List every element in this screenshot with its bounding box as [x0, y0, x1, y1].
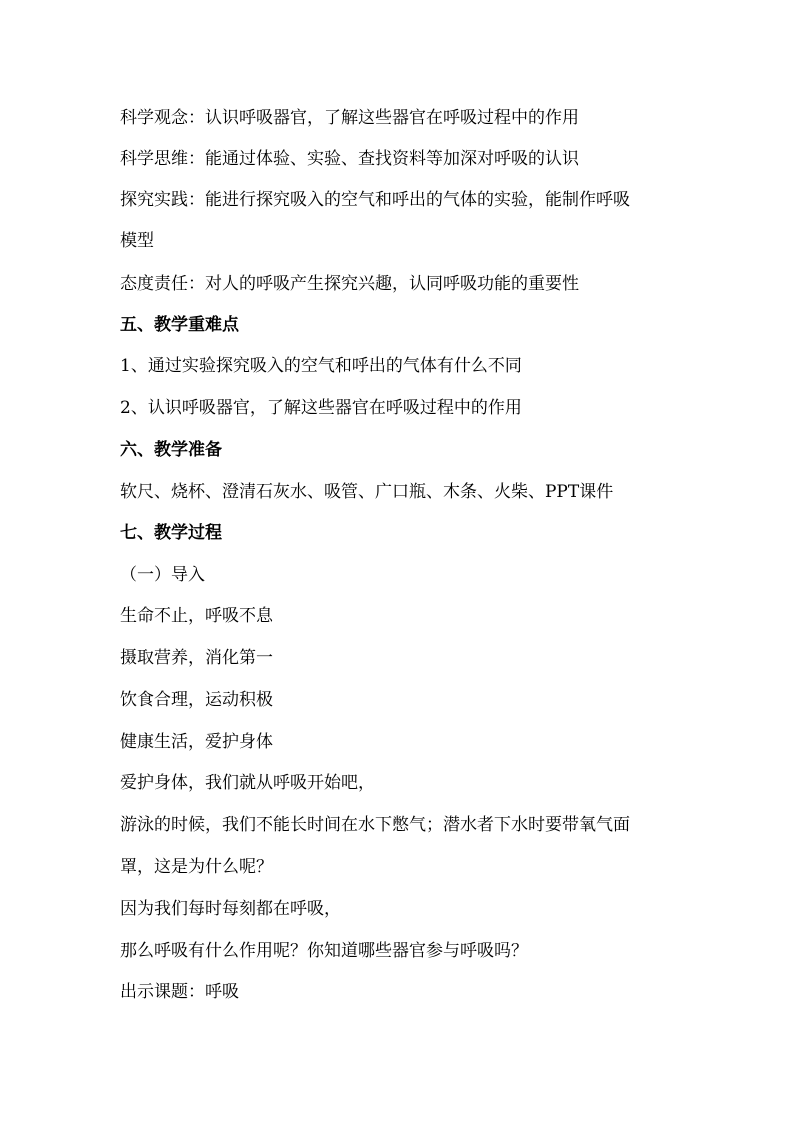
preparation-materials: 软尺、烧杯、澄清石灰水、吸管、广口瓶、木条、火柴、PPT课件	[120, 482, 614, 502]
intro-line-2: 摄取营养，消化第一	[120, 648, 273, 668]
objective-attitude-responsibility: 态度责任：对人的呼吸产生探究兴趣，认同呼吸功能的重要性	[120, 274, 579, 294]
intro-line-7: 罩，这是为什么呢？	[120, 857, 273, 877]
objective-inquiry-practice: 探究实践：能进行探究吸入的空气和呼出的气体的实验，能制作呼吸	[120, 190, 630, 210]
intro-line-9: 那么呼吸有什么作用呢？你知道哪些器官参与呼吸吗？	[120, 941, 528, 961]
intro-line-1: 生命不止，呼吸不息	[120, 606, 273, 626]
subheading-introduction: （一）导入	[120, 565, 205, 585]
intro-line-6: 游泳的时候，我们不能长时间在水下憋气；潜水者下水时要带氧气面	[120, 815, 630, 835]
section-heading-key-points: 五、教学重难点	[120, 315, 239, 335]
section-heading-preparation: 六、教学准备	[120, 440, 222, 460]
lesson-title-line: 出示课题：呼吸	[120, 982, 239, 1002]
objective-science-thinking: 科学思维：能通过体验、实验、查找资料等加深对呼吸的认识	[120, 149, 579, 169]
intro-line-8: 因为我们每时每刻都在呼吸，	[120, 899, 341, 919]
intro-line-3: 饮食合理，运动积极	[120, 690, 273, 710]
section-heading-process: 七、教学过程	[120, 523, 222, 543]
key-point-item-1: 1、通过实验探究吸入的空气和呼出的气体有什么不同	[120, 356, 522, 376]
intro-line-4: 健康生活，爱护身体	[120, 732, 273, 752]
key-point-item-2: 2、认识呼吸器官，了解这些器官在呼吸过程中的作用	[120, 398, 522, 418]
intro-line-5: 爱护身体，我们就从呼吸开始吧，	[120, 773, 375, 793]
objective-inquiry-practice-cont: 模型	[120, 231, 154, 251]
objective-science-concept: 科学观念：认识呼吸器官，了解这些器官在呼吸过程中的作用	[120, 108, 579, 128]
